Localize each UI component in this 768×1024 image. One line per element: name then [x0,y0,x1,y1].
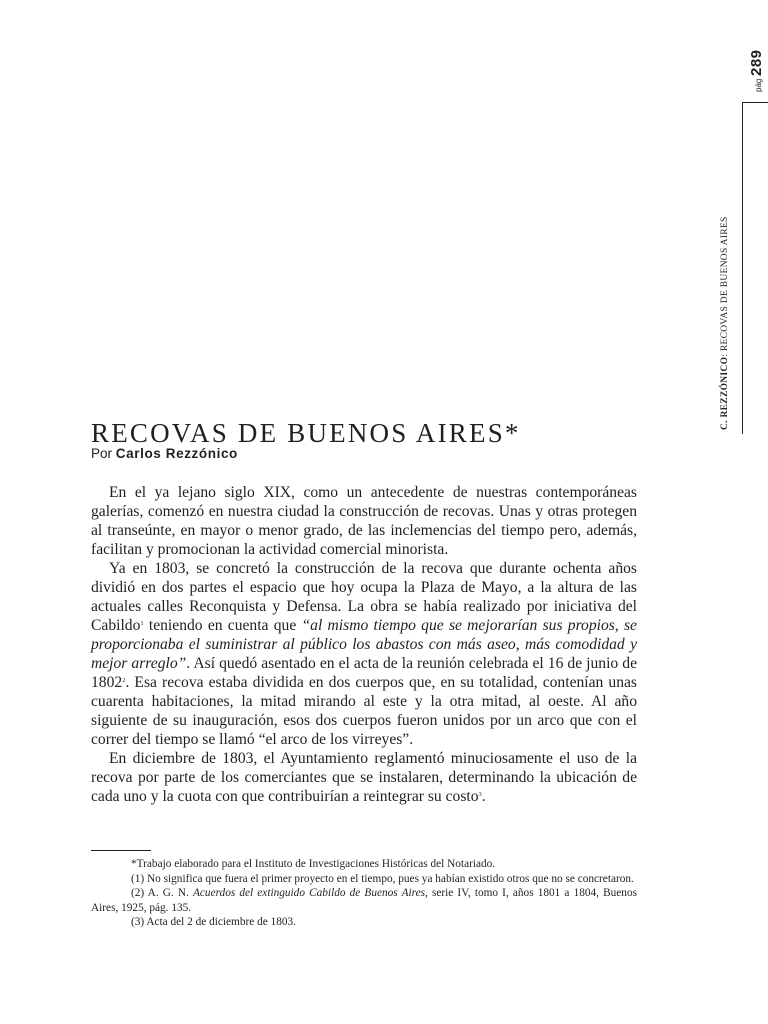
text-run: (2) A. G. N. [131,887,193,900]
text-run: . Así quedó asentado en el acta de la reunión celebrada el 16 de junio de 1802 [91,655,637,691]
emphasized-text: “al mismo tiempo que se mejorarían sus propios, se proporcionaba el suministrar al público los abastos con más aseo, más comodidad y mejor arreglo” [91,617,637,672]
footnote [91,872,637,887]
footnote-reference: 3 [478,791,482,798]
byline-author: Carlos Rezzónico [115,446,238,461]
footnotes [91,857,637,930]
body-paragraph [91,483,637,559]
byline-prefix: Por [91,446,113,461]
text-run: Ya en 1803, se concretó la construcción de la recova que durante ochenta años dividió en dos partes el espacio que hoy ocupa la Plaza de Mayo, a la altura de las actuales calles Reconquista y Defensa. La obra se había realizado por iniciativa del Cabildo [91,560,637,634]
text-run: teniendo en cuenta que [143,617,302,634]
footnote [91,886,637,915]
footnote-reference: 1 [140,620,144,627]
byline [91,446,238,461]
text-run: (3) Acta del 2 de diciembre de 1803. [131,916,297,929]
running-head-author: C. REZZÓNICO [720,356,730,430]
page-number: 289 [748,49,765,76]
body-paragraph [91,749,637,806]
running-head-title: : RECOVAS DE BUENOS AIRES [720,216,730,357]
footnote [91,915,637,930]
footnote [91,857,637,872]
body-paragraph [91,559,637,749]
text-run: En diciembre de 1803, el Ayuntamiento reglamentó minuciosamente el uso de la recova por parte de los comerciantes que se instalaren, determinando la ubicación de cada uno y la cuota con que contribuirían a reintegrar su costo [91,750,637,805]
article-body [91,483,637,806]
text-run: . [481,788,486,805]
running-head-rule [742,102,768,434]
text-run: En el ya lejano siglo XIX, como un antecedente de nuestras contemporáneas galerías, comenzó en nuestra ciudad la construcción de recovas. Unas y otras protegen al transeúnte, en mayor o menor grado, de las inclemencias del tiempo pero, además, facilitan y promocionan la actividad comercial minorista. [91,484,637,558]
footnote-separator [91,850,151,851]
text-run: . Esa recova estaba dividida en dos cuerpos que, en su totalidad, contenían unas cuarenta habitaciones, la mitad mirando al este y la otra mitad, al oeste. Al año siguiente de su inauguración, esos dos cuerpos fueron unidos por un arco que con el correr del tiempo se llamó “el arco de los virreyes”. [91,674,637,748]
page-label: pág [754,78,763,92]
footnote-reference: 2 [122,677,126,684]
emphasized-text: Acuerdos del extinguido Cabildo de Buenos Aires [193,887,426,900]
text-run: *Trabajo elaborado para el Instituto de Investigaciones Históricas del Notariado. [131,858,496,870]
text-run: (1) No significa que fuera el primer proyecto en el tiempo, pues ya habían existido otros que no se concretaron. [131,872,634,885]
text-run: , serie IV, tomo I, años 1801 a 1804, Buenos Aires, 1925, pág. 135. [91,887,638,914]
article-title: RECOVAS DE BUENOS AIRES* [91,418,521,448]
running-head [720,216,730,430]
